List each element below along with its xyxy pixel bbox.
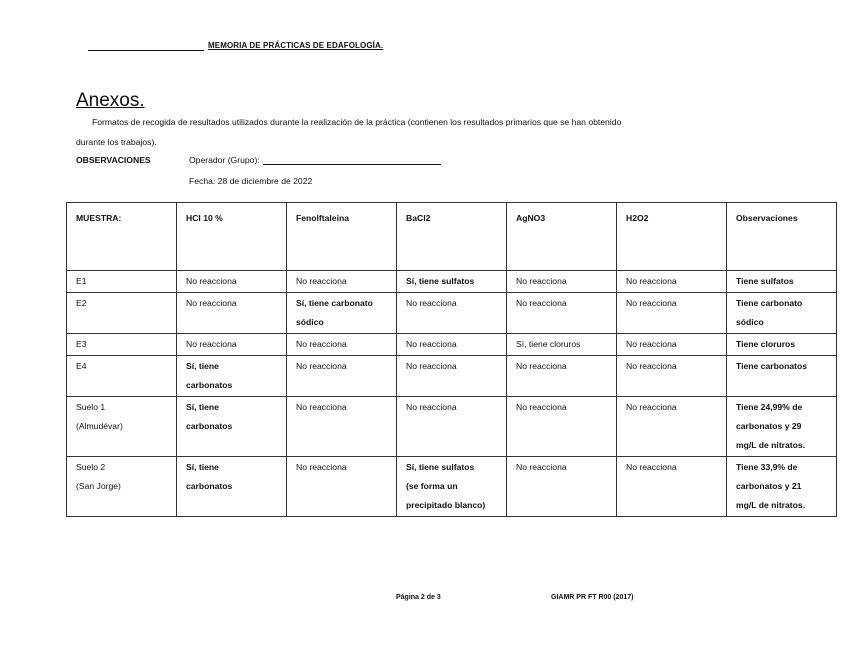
cell-line: No reacciona xyxy=(296,462,347,472)
cell-line: Sí, tiene sulfatos xyxy=(406,462,475,472)
cell-line: No reacciona xyxy=(516,462,567,472)
intro-text-line-2: durante los trabajos). xyxy=(76,137,157,147)
cell-line: (se forma un xyxy=(406,481,458,491)
cell-line: No reacciona xyxy=(186,298,237,308)
cell-line: Tiene carbonato xyxy=(736,298,803,308)
cell-line: (Almudévar) xyxy=(76,421,123,431)
cell-h2o2 xyxy=(617,356,727,397)
operador-blank-line xyxy=(263,156,441,165)
cell-line: carbonatos xyxy=(186,421,233,431)
cell-line: No reacciona xyxy=(186,339,237,349)
cell-line: E3 xyxy=(76,339,87,349)
cell-h2o2 xyxy=(617,271,727,293)
table-row xyxy=(67,334,837,356)
cell-muestra xyxy=(67,356,177,397)
cell-line: Tiene 33,9% de xyxy=(736,462,798,472)
cell-line: E4 xyxy=(76,361,87,371)
cell-observaciones xyxy=(727,334,837,356)
cell-line: Sí, tiene xyxy=(186,402,219,412)
cell-hcl xyxy=(177,356,287,397)
cell-line: No reacciona xyxy=(516,402,567,412)
cell-fenolftaleina xyxy=(287,457,397,517)
cell-fenolftaleina xyxy=(287,397,397,457)
cell-line: No reacciona xyxy=(406,339,457,349)
cell-line: Sí, tiene carbonato xyxy=(296,298,373,308)
cell-observaciones xyxy=(727,356,837,397)
cell-fenolftaleina xyxy=(287,356,397,397)
cell-line: No reacciona xyxy=(296,339,347,349)
cell-hcl xyxy=(177,397,287,457)
cell-line: No reacciona xyxy=(406,402,457,412)
cell-line: No reacciona xyxy=(406,361,457,371)
cell-line: Tiene carbonatos xyxy=(736,361,807,371)
cell-line: No reacciona xyxy=(516,361,567,371)
cell-line: Tiene sulfatos xyxy=(736,276,794,286)
cell-agno3 xyxy=(507,271,617,293)
cell-line: No reacciona xyxy=(406,298,457,308)
cell-observaciones xyxy=(727,293,837,334)
cell-line: Sí, tiene cloruros xyxy=(516,339,581,349)
cell-line: No reacciona xyxy=(296,361,347,371)
cell-line: Tiene 24,99% de xyxy=(736,402,803,412)
cell-line: No reacciona xyxy=(626,298,677,308)
cell-muestra xyxy=(67,457,177,517)
cell-hcl xyxy=(177,457,287,517)
header-muestra: MUESTRA: xyxy=(67,203,177,271)
header-hcl: HCl 10 % xyxy=(177,203,287,271)
table-row xyxy=(67,457,837,517)
cell-line: carbonatos y 21 xyxy=(736,481,802,491)
cell-line: sódico xyxy=(736,317,764,327)
cell-line: E1 xyxy=(76,276,87,286)
operador-field xyxy=(189,155,441,165)
cell-line: mg/L de nitratos. xyxy=(736,500,806,510)
cell-line: No reacciona xyxy=(516,298,567,308)
header-observaciones: Observaciones xyxy=(727,203,837,271)
table-row xyxy=(67,271,837,293)
cell-line: carbonatos xyxy=(186,380,233,390)
cell-line: mg/L de nitratos. xyxy=(736,440,806,450)
cell-line: (San Jorge) xyxy=(76,481,121,491)
cell-line: No reacciona xyxy=(626,361,677,371)
cell-line: No reacciona xyxy=(626,339,677,349)
header-bacl2: BaCl2 xyxy=(397,203,507,271)
cell-fenolftaleina xyxy=(287,334,397,356)
cell-h2o2 xyxy=(617,457,727,517)
results-table xyxy=(66,202,837,517)
cell-line: No reacciona xyxy=(186,276,237,286)
cell-agno3 xyxy=(507,293,617,334)
observaciones-label: OBSERVACIONES xyxy=(76,155,151,165)
table-row xyxy=(67,356,837,397)
cell-line: No reacciona xyxy=(296,402,347,412)
cell-agno3 xyxy=(507,356,617,397)
cell-h2o2 xyxy=(617,293,727,334)
header-rule xyxy=(88,50,204,51)
cell-bacl2 xyxy=(397,356,507,397)
footer-reference: GIAMR PR FT R00 (2017) xyxy=(551,594,634,601)
cell-line: Tiene cloruros xyxy=(736,339,796,349)
cell-agno3 xyxy=(507,457,617,517)
cell-line: No reacciona xyxy=(516,276,567,286)
cell-line: Suelo 2 xyxy=(76,462,106,472)
cell-line: No reacciona xyxy=(626,402,677,412)
cell-fenolftaleina xyxy=(287,293,397,334)
cell-line: Sí, tiene xyxy=(186,462,219,472)
cell-line: sódico xyxy=(296,317,324,327)
cell-line: precipitado blanco) xyxy=(406,500,486,510)
table-row xyxy=(67,397,837,457)
footer-page-number: Página 2 de 3 xyxy=(396,594,441,601)
intro-text-line-1: Formatos de recogida de resultados utilizados durante la realización de la práctica (contienen los resultados primarios que se han obtenido xyxy=(92,117,622,127)
cell-line: carbonatos y 29 xyxy=(736,421,802,431)
cell-line: Suelo 1 xyxy=(76,402,106,412)
header-fenolftaleina: Fenolftaleina xyxy=(287,203,397,271)
cell-line: No reacciona xyxy=(296,276,347,286)
table-row xyxy=(67,293,837,334)
cell-muestra xyxy=(67,293,177,334)
cell-hcl xyxy=(177,293,287,334)
cell-observaciones xyxy=(727,271,837,293)
cell-bacl2 xyxy=(397,397,507,457)
cell-line: E2 xyxy=(76,298,87,308)
cell-agno3 xyxy=(507,397,617,457)
section-title: Anexos. xyxy=(76,90,145,111)
cell-line: No reacciona xyxy=(626,462,677,472)
cell-line: carbonatos xyxy=(186,481,233,491)
cell-muestra xyxy=(67,397,177,457)
table-header-row xyxy=(67,203,837,271)
cell-h2o2 xyxy=(617,334,727,356)
cell-agno3 xyxy=(507,334,617,356)
operador-label: Operador (Grupo): xyxy=(189,155,260,165)
header-h2o2: H2O2 xyxy=(617,203,727,271)
cell-muestra xyxy=(67,271,177,293)
fecha-text: Fecha: 28 de diciembre de 2022 xyxy=(189,176,313,186)
header-agno3: AgNO3 xyxy=(507,203,617,271)
cell-fenolftaleina xyxy=(287,271,397,293)
cell-hcl xyxy=(177,334,287,356)
cell-line: No reacciona xyxy=(626,276,677,286)
cell-bacl2 xyxy=(397,457,507,517)
cell-observaciones xyxy=(727,457,837,517)
cell-line: Sí, tiene xyxy=(186,361,219,371)
document-header-title: MEMORIA DE PRÁCTICAS DE EDAFOLOGÍA. xyxy=(208,41,384,50)
cell-bacl2 xyxy=(397,293,507,334)
cell-muestra xyxy=(67,334,177,356)
cell-observaciones xyxy=(727,397,837,457)
cell-hcl xyxy=(177,271,287,293)
cell-bacl2 xyxy=(397,271,507,293)
cell-bacl2 xyxy=(397,334,507,356)
cell-line: Sí, tiene sulfatos xyxy=(406,276,475,286)
cell-h2o2 xyxy=(617,397,727,457)
